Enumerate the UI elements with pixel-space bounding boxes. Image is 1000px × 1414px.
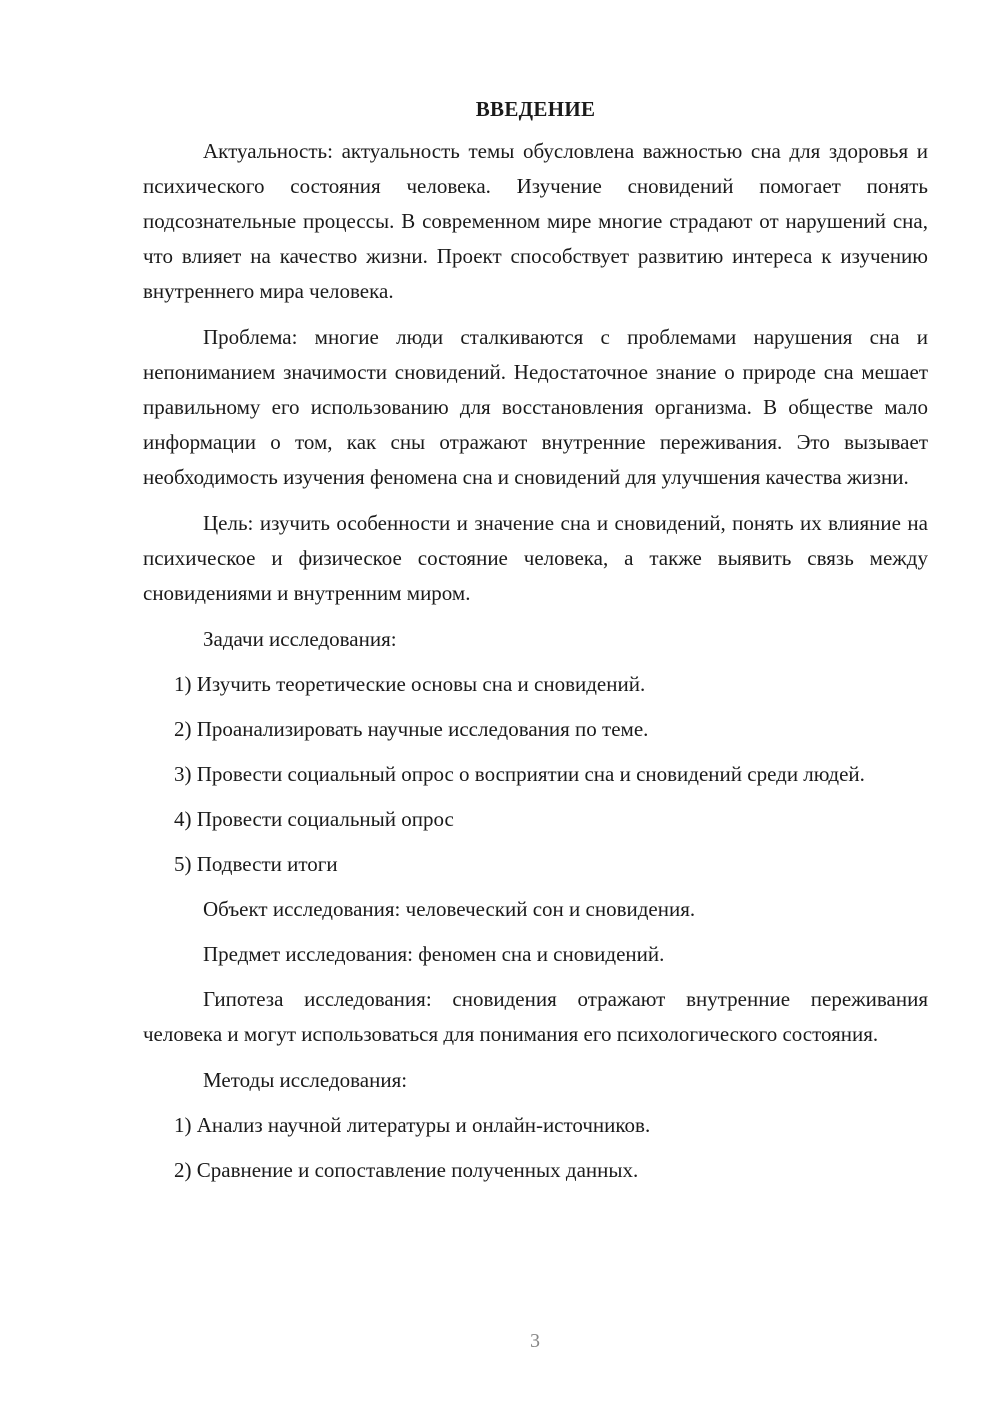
tasks-title: Задачи исследования: xyxy=(203,627,397,651)
methods-title: Методы исследования: xyxy=(203,1068,408,1092)
relevance-paragraph: Актуальность: актуальность темы обусловлена важностью сна для здоровья и психического состояния человека. Изучение сновидений помогает понять подсознательные процессы. В современном мире многие страдают от нарушений сна, что влияет на качество жизни. Проект способствует развитию интереса к изучению внутреннего мира человека. xyxy=(143,139,928,303)
goal-paragraph: Цель: изучить особенности и значение сна и сновидений, понять их влияние на психическое и физическое состояние человека, а также выявить связь между сновидениями и внутренним миром. xyxy=(143,511,928,605)
page-content xyxy=(143,92,928,1198)
page-number: 3 xyxy=(530,1330,540,1352)
task-item: 5) Подвести итоги xyxy=(174,852,338,876)
task-item: 1) Изучить теоретические основы сна и сновидений. xyxy=(174,672,646,696)
task-item: 4) Провести социальный опрос xyxy=(174,807,454,831)
research-object: Объект исследования: человеческий сон и сновидения. xyxy=(203,897,696,921)
method-item: 1) Анализ научной литературы и онлайн-источников. xyxy=(174,1113,651,1137)
problem-paragraph: Проблема: многие люди сталкиваются с проблемами нарушения сна и непониманием значимости сновидений. Недостаточное знание о природе сна мешает правильному его использованию для восстановления организма. В обществе мало информации о том, как сны отражают внутренние переживания. Это вызывает необходимость изучения феномена сна и сновидений для улучшения качества жизни. xyxy=(143,325,928,489)
research-subject: Предмет исследования: феномен сна и сновидений. xyxy=(203,942,665,966)
task-item: 3) Провести социальный опрос о восприятии сна и сновидений среди людей. xyxy=(174,762,865,786)
hypothesis-paragraph: Гипотеза исследования: сновидения отражают внутренние переживания человека и могут использоваться для понимания его психологического состояния. xyxy=(143,987,928,1046)
method-item: 2) Сравнение и сопоставление полученных данных. xyxy=(174,1158,639,1182)
task-item: 2) Проанализировать научные исследования по теме. xyxy=(174,717,649,741)
page-title: ВВЕДЕНИЕ xyxy=(475,97,596,121)
